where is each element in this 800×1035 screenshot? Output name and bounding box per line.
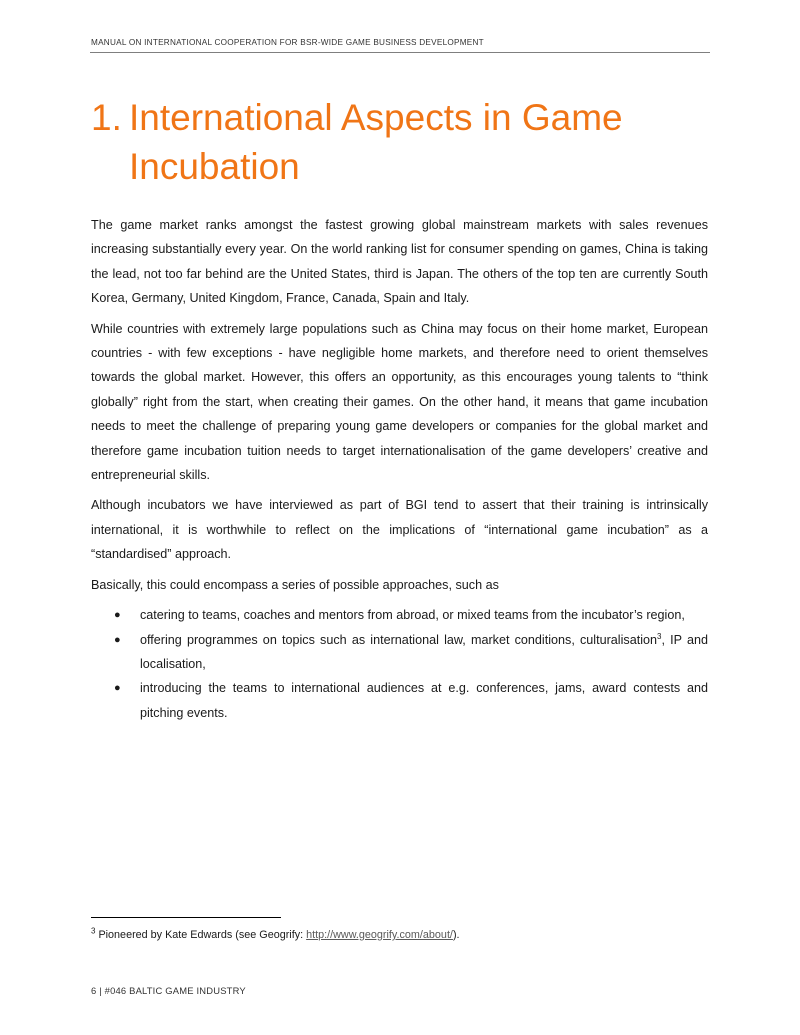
running-header: MANUAL ON INTERNATIONAL COOPERATION FOR BSR-WIDE GAME BUSINESS DEVELOPMENT — [91, 38, 484, 47]
footnote-divider — [91, 917, 281, 918]
footnote-link[interactable]: http://www.geogrify.com/about/ — [306, 929, 453, 941]
paragraph: Basically, this could encompass a series of possible approaches, such as — [91, 577, 499, 592]
chapter-title-line1: International Aspects in Game — [129, 97, 623, 138]
footnote-number: 3 — [91, 926, 96, 936]
footnote-text-end: ). — [452, 929, 460, 941]
footnote — [91, 926, 711, 941]
bullet-icon: ● — [114, 609, 121, 622]
paragraph: Although incubators we have interviewed as part of BGI tend to assert that their training is intrinsically international, it is worthwhile to reflect on the implications of “international game incubation” as a “standardised” approach. — [91, 498, 708, 562]
list-item — [91, 603, 708, 627]
footnote-text: Pioneered by Kate Edwards (see Geogrify: — [95, 929, 307, 941]
bullet-icon: ● — [114, 682, 121, 695]
page-footer — [91, 985, 246, 996]
footer-separator: | — [96, 985, 105, 996]
chapter-number: 1. — [91, 97, 122, 138]
list-item-text: offering programmes on topics such as international law, market conditions, culturalisation — [140, 632, 658, 647]
list-item-text: catering to teams, coaches and mentors from abroad, or mixed teams from the incubator’s region, — [140, 608, 685, 623]
header-divider — [90, 52, 710, 53]
bullet-list — [91, 603, 708, 725]
body-text — [91, 213, 708, 725]
paragraph: The game market ranks amongst the fastest growing global mainstream markets with sales revenues increasing substantially every year. On the world ranking list for consumer spending on games, China is taking the lead, not too far behind are the United States, third is Japan. The others of the top ten are currently South Korea, Germany, United Kingdom, France, Canada, Spain and Italy. — [91, 218, 708, 306]
list-item-text-continued: , IP and localisation, — [140, 632, 708, 671]
publication-name: #046 BALTIC GAME INDUSTRY — [104, 985, 246, 996]
page-number: 6 — [91, 985, 97, 996]
bullet-icon: ● — [114, 633, 121, 646]
list-item — [91, 676, 708, 725]
footnote-reference[interactable]: 3 — [657, 631, 662, 641]
paragraph: While countries with extremely large populations such as China may focus on their home market, European countries - with few exceptions - have negligible home markets, and therefore need to orient themselves towards the global market. However, this offers an opportunity, as this encourages young talents to “think globally” right from the start, when creating their games. On the other hand, it means that game incubation needs to meet the challenge of preparing young game developers or companies for the global market and therefore game incubation tuition needs to target internationalisation of the game developers’ creative and entrepreneurial skills. — [91, 321, 708, 483]
chapter-title-line2: Incubation — [129, 146, 300, 187]
list-item — [91, 628, 708, 677]
list-item-text: introducing the teams to international audiences at e.g. conferences, jams, award contests and pitching events. — [140, 681, 708, 720]
chapter-title — [91, 93, 711, 191]
